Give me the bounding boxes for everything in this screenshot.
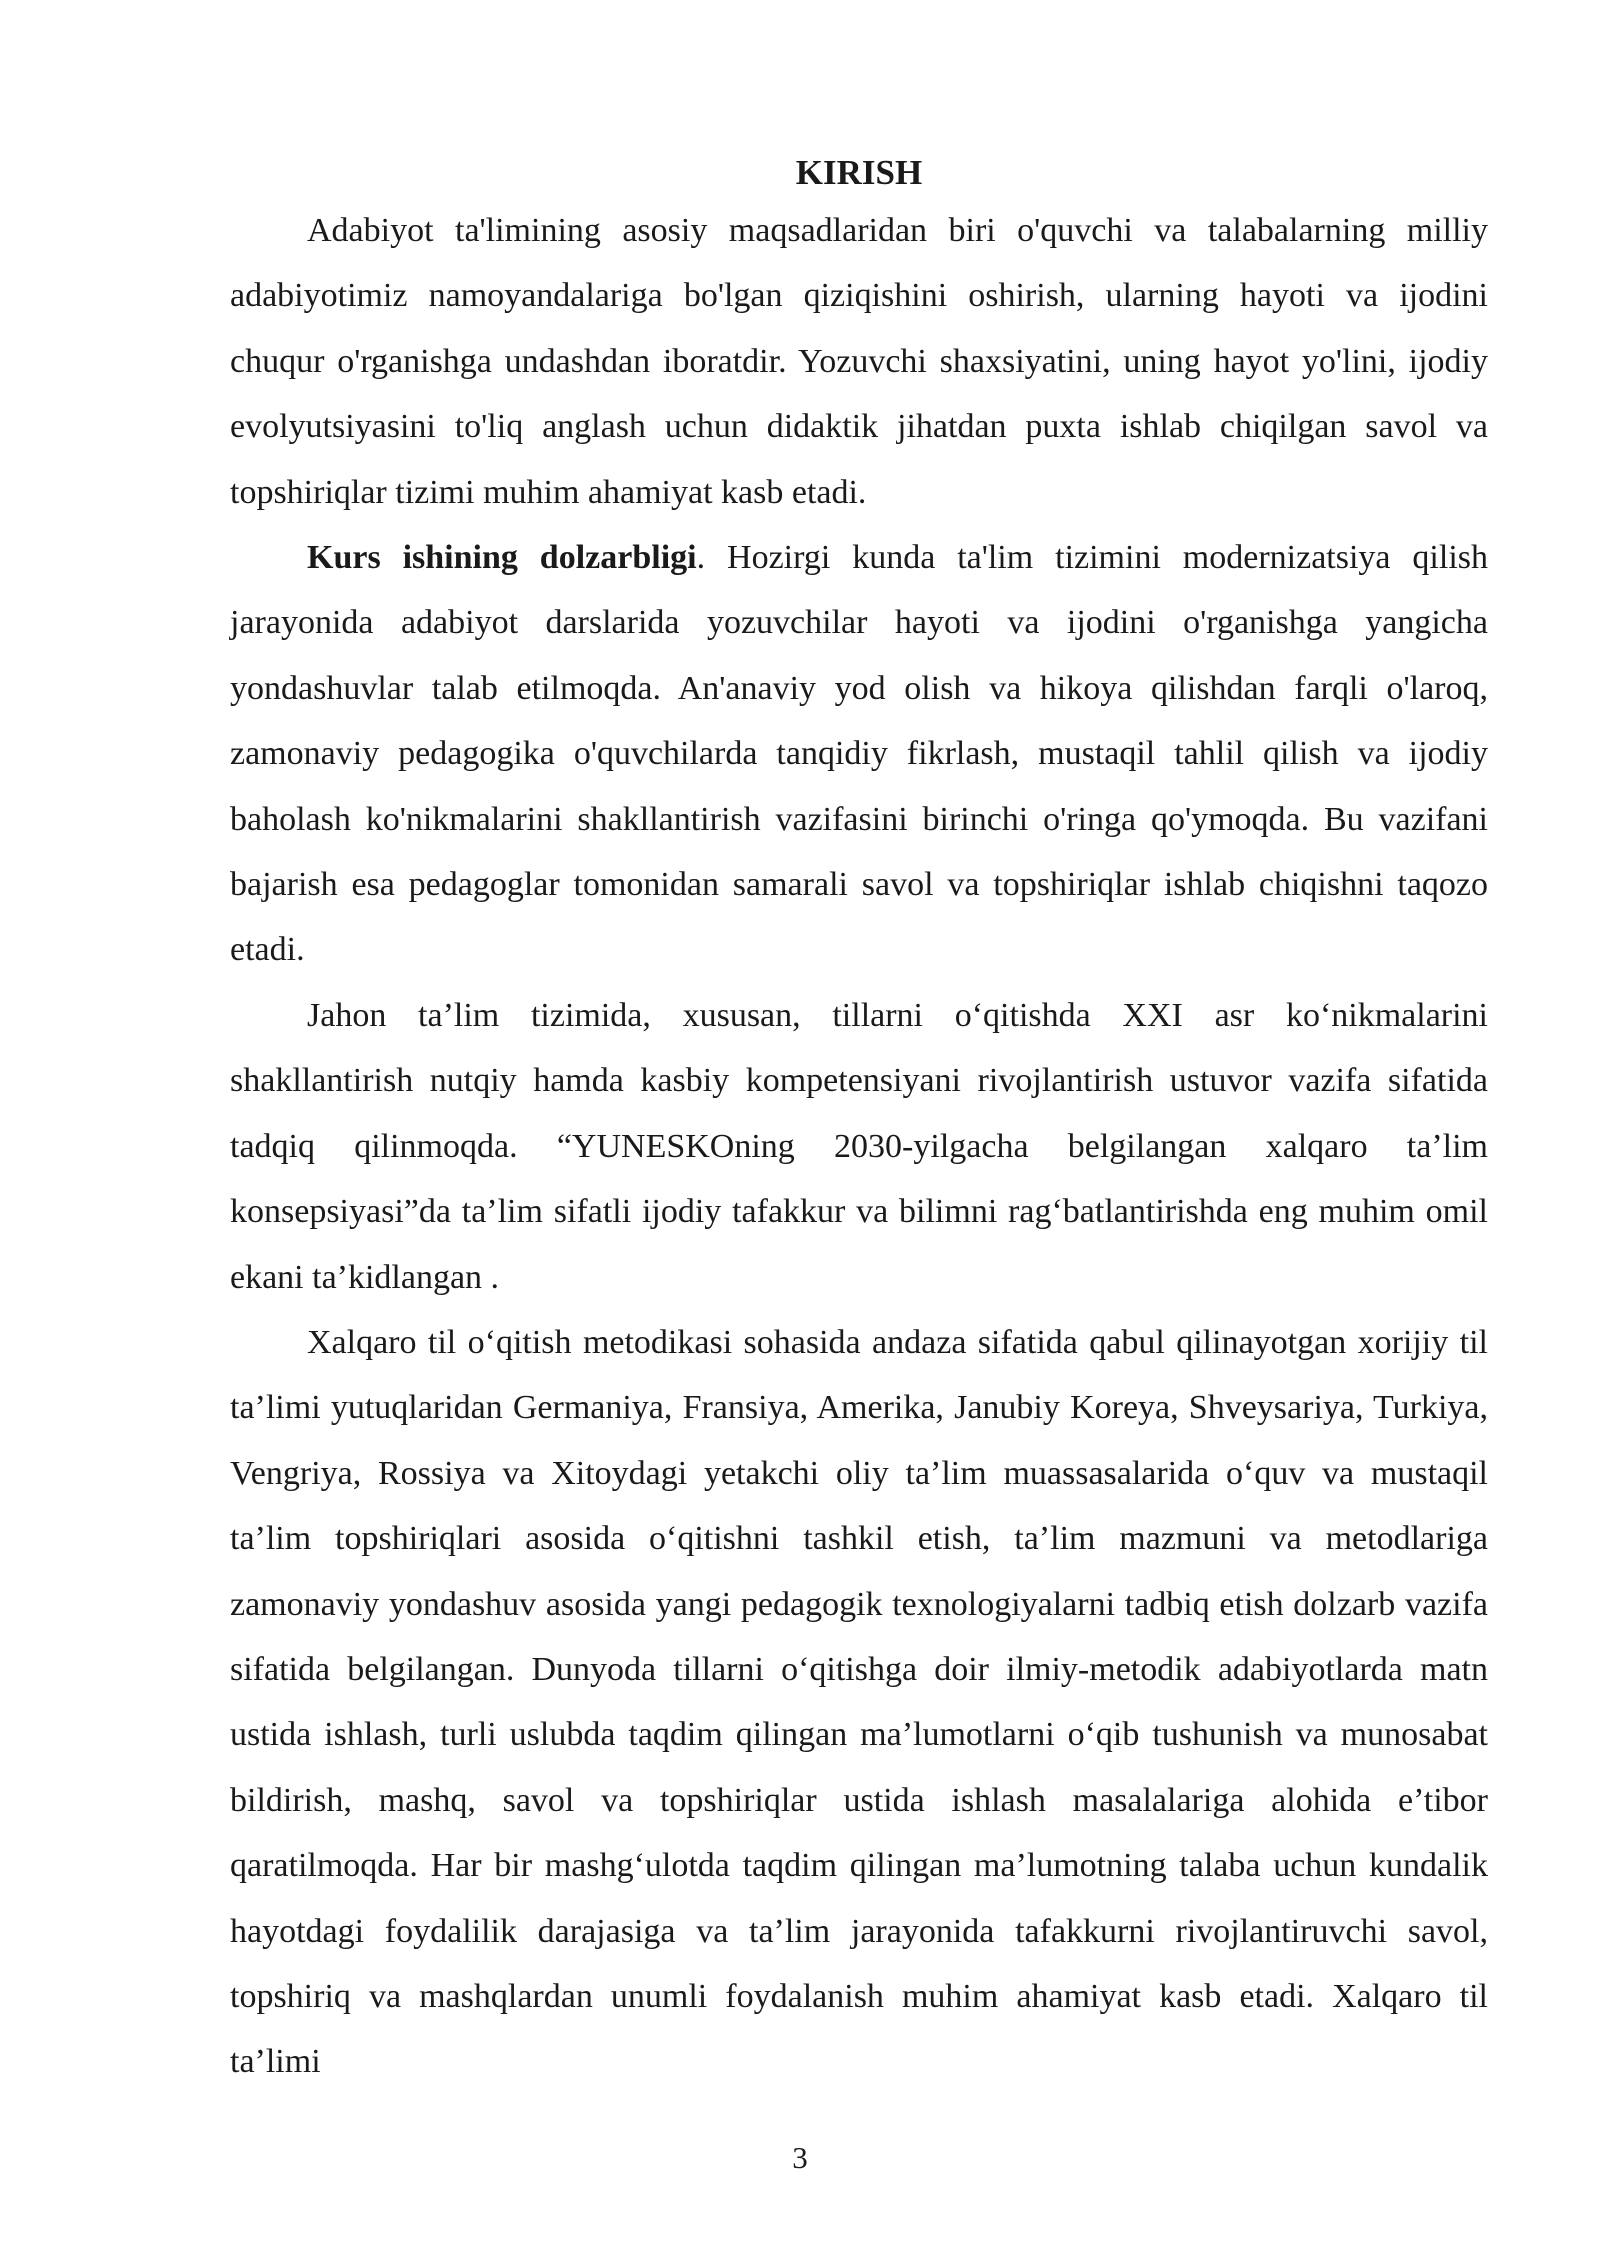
- paragraph-text: . Hozirgi kunda ta'lim tizimini modernizatsiya qilish jarayonida adabiyot darslarida yozuvchilar hayoti va ijodini o'rganishga yangicha yondashuvlar talab etilmoqda. An'anaviy yod olish va hikoya qilishdan farqli o'laroq, zamonaviy pedagogika o'quvchilarda tanqidiy fikrlash, mustaqil tahlil qilish va ijodiy baholash ko'nikmalarini shakllantirish vazifasini birinchi o'ringa qo'ymoqda. Bu vazifani bajarish esa pedagoglar tomonidan samarali savol va topshiriqlar ishlab chiqishni taqozo etadi.: [230, 539, 1488, 969]
- paragraph-text: Xalqaro til o‘qitish metodikasi sohasida andaza sifatida qabul qilinayotgan xorijiy til ta’limi yutuqlaridan Germaniya, Fransiya, Amerika, Janubiy Koreya, Shveysariya, Turkiya, Vengriya, Rossiya va Xitoydagi yetakchi oliy ta’lim muassasalarida o‘quv va mustaqil ta’lim topshiriqlari asosida o‘qitishni tashkil etish, ta’lim mazmuni va metodlariga zamonaviy yondashuv asosida yangi pedagogik texnologiyalarni tadbiq etish dolzarb vazifa sifatida belgilangan. Dunyoda tillarni o‘qitishga doir ilmiy-metodik adabiyotlarda matn ustida ishlash, turli uslubda taqdim qilingan ma’lumotlarni o‘qib tushunish va munosabat bildirish, mashq, savol va topshiriqlar ustida ishlash masalalariga alohida e’tibor qaratilmoqda. Har bir mashg‘ulotda taqdim qilingan ma’lumotning talaba uchun kundalik hayotdagi foydalilik darajasiga va ta’lim jarayonida tafakkurni rivojlantiruvchi savol, topshiriq va mashqlardan unumli foydalanish muhim ahamiyat kasb etadi. Xalqaro til ta’limi: [230, 1323, 1488, 2081]
- paragraph-international-methodology: [230, 1310, 1488, 2095]
- paragraph-text: Jahon ta’lim tizimida, xususan, tillarni o‘qitishda XXI asr ko‘nikmalarini shakllantirish nutqiy hamda kasbiy kompetensiyani rivojlantirish ustuvor vazifa sifatida tadqiq qilinmoqda. “YUNESKOning 2030-yilgacha belgilangan xalqaro ta’lim konsepsiyasi”da ta’lim sifatli ijodiy tafakkur va bilimni rag‘batlantirishda eng muhim omil ekani ta’kidlangan .: [230, 996, 1488, 1296]
- page-number: 3: [792, 2140, 808, 2175]
- paragraph-text: Adabiyot ta'limining asosiy maqsadlaridan biri o'quvchi va talabalarning milliy adabiyotimiz namoyandalariga bo'lgan qiziqishini oshirish, ularning hayoti va ijodini chuqur o'rganishga undashdan iboratdir. Yozuvchi shaxsiyatini, uning hayot yo'lini, ijodiy evolyutsiyasini to'liq anglash uchun didaktik jihatdan puxta ishlab chiqilgan savol va topshiriqlar tizimi muhim ahamiyat kasb etadi.: [230, 212, 1488, 511]
- paragraph-relevance: [230, 525, 1488, 983]
- section-heading: KIRISH: [795, 153, 923, 192]
- paragraph-intro: [230, 198, 1488, 525]
- page-body: [230, 148, 1488, 2095]
- paragraph-world-education: [230, 983, 1488, 1310]
- paragraph-lead-bold: Kurs ishining dolzarbligi: [307, 539, 697, 577]
